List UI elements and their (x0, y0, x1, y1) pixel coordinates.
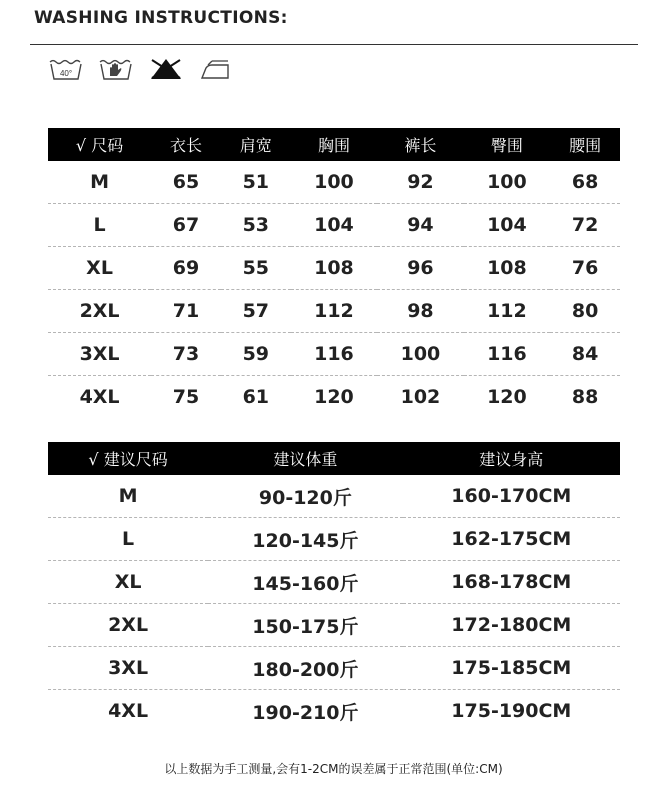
wash-temp-label: 40° (59, 69, 73, 78)
table-row (48, 290, 620, 333)
table-cell: 2XL (48, 604, 208, 647)
iron-icon (198, 56, 234, 82)
table-cell: 80 (550, 290, 620, 333)
size-table-header-cell: 肩宽 (221, 128, 291, 161)
hand-wash-icon (98, 56, 134, 82)
table-cell: 104 (291, 204, 377, 247)
table-cell: 108 (291, 247, 377, 290)
table-cell: L (48, 518, 208, 561)
title-divider (30, 44, 638, 45)
table-cell: 162-175CM (403, 518, 620, 561)
size-table-header-cell: 腰围 (550, 128, 620, 161)
table-cell: 3XL (48, 647, 208, 690)
table-cell: 100 (291, 161, 377, 204)
table-cell: 3XL (48, 333, 151, 376)
table-row (48, 690, 620, 733)
table-cell: 172-180CM (403, 604, 620, 647)
table-cell: 190-210斤 (252, 701, 359, 724)
table-cell: 73 (151, 333, 221, 376)
table-row (48, 561, 620, 604)
size-table-header-cell: 裤长 (377, 128, 463, 161)
recommend-table (48, 442, 620, 732)
table-cell: 98 (377, 290, 463, 333)
recommend-table-header (48, 442, 620, 475)
table-cell: 90-120斤 (208, 475, 402, 518)
size-table-header-cell: √ 尺码 (48, 128, 151, 161)
table-cell: 88 (571, 386, 599, 408)
care-icons (48, 56, 234, 82)
no-bleach-icon (148, 56, 184, 82)
table-cell: 150-175斤 (208, 604, 402, 647)
page-title: WASHING INSTRUCTIONS: (34, 8, 288, 28)
size-table (48, 128, 620, 418)
table-cell: 65 (151, 161, 221, 204)
table-cell: 92 (377, 161, 463, 204)
table-row (48, 518, 620, 561)
size-table-header-cell: 胸围 (291, 128, 377, 161)
table-cell: 76 (550, 247, 620, 290)
measurement-note: 以上数据为手工测量,会有1-2CM的误差属于正常范围(单位:CM) (164, 762, 503, 776)
table-cell: 112 (291, 290, 377, 333)
table-cell: 61 (242, 386, 270, 408)
table-cell: 104 (464, 204, 550, 247)
table-cell: 120 (314, 386, 354, 408)
table-cell: 120-145斤 (208, 518, 402, 561)
table-cell: 175-185CM (403, 647, 620, 690)
table-cell: 94 (377, 204, 463, 247)
table-cell: XL (48, 247, 151, 290)
table-cell: M (48, 475, 208, 518)
table-cell: 71 (151, 290, 221, 333)
table-cell: 84 (550, 333, 620, 376)
table-row (48, 475, 620, 518)
table-cell: 100 (464, 161, 550, 204)
table-cell: 57 (221, 290, 291, 333)
table-cell: 68 (550, 161, 620, 204)
table-cell: 112 (464, 290, 550, 333)
table-cell: 175-190CM (451, 700, 572, 722)
table-cell: 69 (151, 247, 221, 290)
table-cell: 2XL (48, 290, 151, 333)
table-row (48, 333, 620, 376)
table-cell: 96 (377, 247, 463, 290)
table-cell: L (48, 204, 151, 247)
table-cell: 180-200斤 (208, 647, 402, 690)
table-cell: 51 (221, 161, 291, 204)
table-cell: 53 (221, 204, 291, 247)
table-cell: 102 (400, 386, 441, 408)
table-row (48, 376, 620, 419)
table-cell: 59 (221, 333, 291, 376)
table-cell: 100 (377, 333, 463, 376)
table-row (48, 604, 620, 647)
wash-40-icon (48, 56, 84, 82)
recommend-table-header-cell: √ 建议尺码 (48, 442, 208, 475)
table-row (48, 647, 620, 690)
table-cell: 116 (464, 333, 550, 376)
size-table-header (48, 128, 620, 161)
table-cell: M (48, 161, 151, 204)
table-cell: 120 (487, 386, 527, 408)
table-cell: 75 (172, 386, 200, 408)
table-cell: 145-160斤 (208, 561, 402, 604)
table-cell: 67 (151, 204, 221, 247)
table-cell: 4XL (79, 386, 120, 408)
table-cell: 55 (221, 247, 291, 290)
table-cell: 108 (464, 247, 550, 290)
table-row (48, 204, 620, 247)
table-cell: 168-178CM (403, 561, 620, 604)
recommend-table-header-cell: 建议体重 (208, 442, 402, 475)
table-cell: 160-170CM (403, 475, 620, 518)
size-table-header-cell: 衣长 (151, 128, 221, 161)
table-row (48, 247, 620, 290)
table-cell: XL (48, 561, 208, 604)
recommend-table-header-cell: 建议身高 (403, 442, 620, 475)
table-row (48, 161, 620, 204)
table-cell: 72 (550, 204, 620, 247)
size-table-header-cell: 臀围 (464, 128, 550, 161)
table-cell: 116 (291, 333, 377, 376)
table-cell: 4XL (108, 700, 149, 722)
